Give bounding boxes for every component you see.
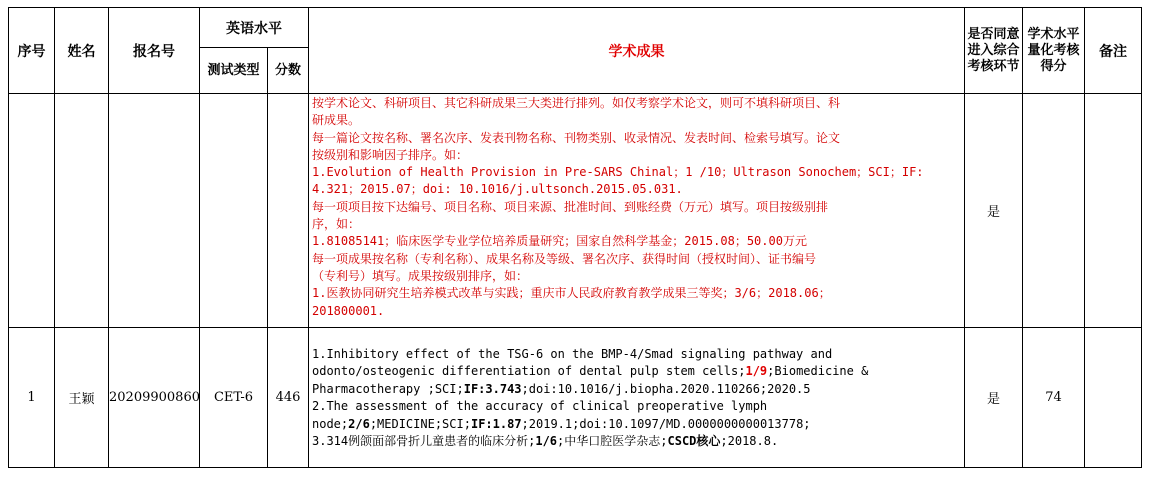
author-order: 1/9: [745, 364, 768, 378]
author-order: 2/6: [348, 416, 370, 431]
guide-seq: [9, 94, 55, 328]
guide-reg-no: [109, 94, 200, 328]
achievement-text: ;2019.1;doi:10.1097/MD.0000000000013778;: [521, 416, 811, 431]
guide-line: 每一项项目按下达编号、项目名称、项目来源、批准时间、到账经费（万元）填写。项目按级别排: [312, 199, 829, 214]
cell-academic-score: 74: [1023, 328, 1085, 468]
achievement-line: [312, 381, 961, 399]
header-name: 姓名: [55, 8, 109, 94]
guide-line: 每一项成果按名称（专利名称）、成果名称及等级、署名次序、获得时间（授权时间）、证书编号: [312, 251, 817, 266]
header-academic-score: 学术水平量化考核得分: [1023, 8, 1085, 94]
header-english: 英语水平: [200, 8, 309, 48]
guide-line: 序，如：: [312, 217, 361, 232]
achievement-line: [312, 416, 961, 434]
achievement-text: ;Biomedicine &: [767, 364, 869, 378]
guide-line: （专利号）填写。成果按级别排序，如：: [312, 268, 529, 283]
achievement-text: ;MEDICINE;SCI;: [369, 416, 471, 431]
header-seq: 序号: [9, 8, 55, 94]
cell-score: 446: [268, 328, 309, 468]
guide-test-type: [200, 94, 268, 328]
guide-remarks: [1085, 94, 1142, 328]
achievement-line: [312, 363, 961, 381]
guide-line: 每一篇论文按名称、署名次序、发表刊物名称、刊物类别、收录情况、发表时间、检索号填写。论文: [312, 130, 841, 145]
guide-consent: 是: [965, 94, 1023, 328]
header-consent: 是否同意进入综合考核环节: [965, 8, 1023, 94]
impact-factor: IF:3.743: [463, 381, 522, 396]
cell-remarks: [1085, 328, 1142, 468]
header-reg-no: 报名号: [109, 8, 200, 94]
guide-line: 1.医教协同研究生培养模式改革与实践；重庆市人民政府教育教学成果三等奖；3/6；2018.06；: [312, 286, 831, 301]
guide-line: 1.81085141；临床医学专业学位培养质量研究；国家自然科学基金；2015.08；50.00万元: [312, 234, 807, 249]
guide-line: 研成果。: [312, 113, 361, 128]
guide-row: [9, 94, 1142, 328]
cell-consent: 是: [965, 328, 1023, 468]
guide-line: 201800001.: [312, 303, 385, 318]
guide-name: [55, 94, 109, 328]
impact-factor: IF:1.87: [470, 416, 522, 431]
guide-score: [268, 94, 309, 328]
guide-line: 4.321；2015.07；doi: 10.1016/j.ultsonch.2015.05.031.: [312, 182, 683, 197]
guide-instructions: [309, 94, 965, 328]
cell-test-type: CET-6: [200, 328, 268, 468]
achievement-line: 2.The assessment of the accuracy of clinical preoperative lymph: [312, 399, 768, 413]
guide-academic-score: [1023, 94, 1085, 328]
achievement-text: Pharmacotherapy ;SCI;: [312, 381, 464, 396]
guide-line: 按级别和影响因子排序。如：: [312, 147, 469, 162]
journal-index: CSCD核心: [667, 434, 721, 448]
achievement-line: [312, 433, 961, 451]
admission-table: [8, 7, 1142, 468]
achievement-text: ;doi:10.1016/j.biopha.2020.110266;2020.5: [521, 381, 811, 396]
cell-reg-no: 20209900860: [109, 328, 200, 468]
guide-line: 按学术论文、科研项目、其它科研成果三大类进行排列。如仅考察学术论文，则可不填科研项目、科: [312, 96, 841, 110]
guide-line: 1.Evolution of Health Provision in Pre-SARS Chinal；1 /10；Ultrason Sonochem；SCI；IF:: [312, 165, 924, 180]
achievement-text: ;中华口腔医学杂志;: [557, 434, 668, 448]
header-score: 分数: [268, 48, 309, 94]
achievement-text: 3.314例颌面部骨折儿童患者的临床分析;: [312, 434, 536, 448]
header-test-type: 测试类型: [200, 48, 268, 94]
cell-name: 王颖: [55, 328, 109, 468]
achievement-text: ;2018.8.: [720, 434, 779, 448]
achievement-line: 1.Inhibitory effect of the TSG-6 on the BMP-4/Smad signaling pathway and: [312, 346, 833, 361]
table-row: [9, 328, 1142, 468]
author-order: 1/6: [535, 434, 558, 448]
header-remarks: 备注: [1085, 8, 1142, 94]
cell-seq: 1: [9, 328, 55, 468]
achievement-text: node;: [312, 416, 349, 431]
header-achievements: 学术成果: [309, 8, 965, 94]
achievement-text: odonto/osteogenic differentiation of dental pulp stem cells;: [312, 364, 746, 378]
cell-achievements: [309, 328, 965, 468]
